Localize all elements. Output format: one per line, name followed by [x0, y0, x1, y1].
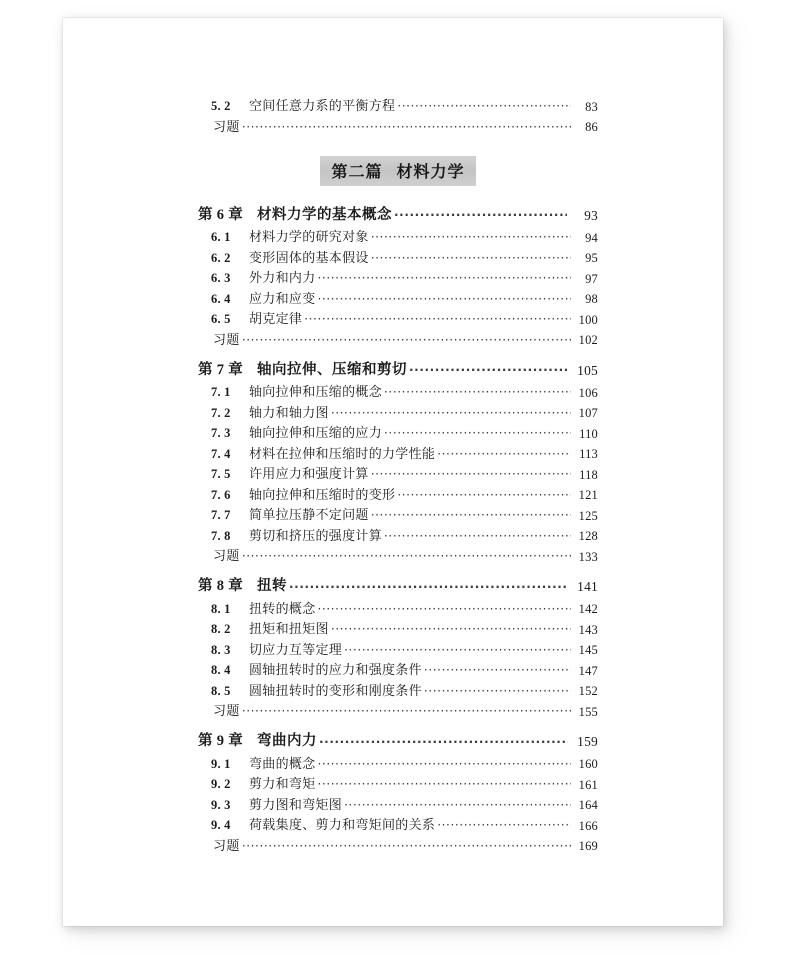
- part-title-banner: [198, 156, 598, 186]
- part-name: 材料力学: [396, 161, 465, 181]
- dot-leader: [384, 386, 571, 399]
- toc-continued-block: [198, 100, 598, 134]
- toc-section-title: 轴向拉伸和压缩时的变形: [249, 487, 396, 503]
- table-of-contents: [198, 100, 598, 860]
- dot-leader: [397, 489, 571, 502]
- toc-section-label: [211, 644, 342, 657]
- toc-page-number: 152: [578, 684, 598, 698]
- toc-chapter-label: [198, 734, 317, 749]
- dot-leader: [242, 334, 571, 347]
- toc-page-number: 143: [578, 622, 598, 637]
- toc-section-row[interactable]: [211, 530, 598, 543]
- toc-section-label: [211, 231, 369, 244]
- toc-chapter-label: [198, 208, 392, 223]
- toc-chapter-block: [198, 208, 598, 347]
- dot-leader: [394, 208, 567, 223]
- toc-section-label: [211, 427, 382, 440]
- toc-section-title: 剪力图和弯矩图: [249, 797, 343, 813]
- toc-section-number: 7. 5: [211, 467, 231, 481]
- toc-exercise-label: [213, 334, 240, 347]
- toc-chapter-title: 材料力学的基本概念: [257, 206, 392, 223]
- toc-section-row[interactable]: [211, 407, 598, 420]
- toc-section-row[interactable]: [211, 252, 598, 265]
- toc-section-row[interactable]: [211, 272, 598, 285]
- toc-section-number: 6. 2: [211, 250, 231, 265]
- toc-section-title: 许用应力和强度计算: [249, 467, 369, 482]
- toc-page-number: 128: [578, 529, 598, 543]
- toc-page-number: 94: [585, 230, 598, 245]
- toc-section-title: 材料在拉伸和压缩时的力学性能: [249, 446, 436, 462]
- toc-page-number: 118: [579, 467, 598, 482]
- dot-leader: [331, 407, 571, 420]
- toc-section-title: 轴向拉伸和压缩的概念: [249, 385, 383, 400]
- toc-page-number: 83: [585, 99, 598, 114]
- toc-section-number: 8. 5: [211, 683, 231, 698]
- toc-section-number: 5. 2: [211, 99, 231, 113]
- toc-section-label: [211, 252, 369, 265]
- chapter-list: [198, 208, 598, 853]
- toc-section-title: 圆轴扭转时的应力和强度条件: [249, 663, 422, 678]
- toc-section-label: [211, 623, 329, 636]
- toc-chapter-label: [198, 363, 407, 378]
- toc-section-row[interactable]: [211, 685, 598, 698]
- toc-section-number: 8. 1: [211, 601, 231, 616]
- toc-section-title: 扭转的概念: [249, 601, 316, 617]
- toc-exercise-row[interactable]: [213, 334, 598, 347]
- dot-leader: [318, 778, 571, 791]
- dot-leader: [437, 448, 571, 461]
- toc-exercise-label: [213, 840, 240, 853]
- toc-section-label: [211, 386, 382, 399]
- toc-section-number: 9. 4: [211, 818, 231, 832]
- toc-page-number: 105: [577, 362, 598, 378]
- toc-page-number: 147: [578, 663, 598, 678]
- dot-leader: [397, 100, 571, 113]
- toc-section-label: [211, 100, 395, 113]
- toc-section-label: [211, 758, 316, 771]
- toc-page-number: 159: [577, 734, 598, 749]
- dot-leader: [242, 121, 571, 134]
- toc-page-number: 133: [578, 549, 598, 564]
- dot-leader: [371, 252, 571, 265]
- toc-section-number: 7. 3: [211, 426, 231, 440]
- dot-leader: [424, 685, 571, 698]
- part-number: 第二篇: [331, 161, 383, 181]
- toc-section-title: 胡克定律: [249, 312, 303, 327]
- toc-section-title: 剪切和挤压的强度计算: [249, 528, 383, 544]
- toc-chapter-block: [198, 363, 598, 564]
- toc-section-row[interactable]: [211, 758, 598, 771]
- toc-section-number: 7. 8: [211, 528, 231, 543]
- toc-page-number: 121: [578, 488, 598, 502]
- toc-section-title: 空间任意力系的平衡方程: [249, 99, 396, 114]
- part-title: [320, 156, 475, 186]
- toc-chapter-title: 扭转: [257, 578, 287, 594]
- toc-exercise-row[interactable]: [213, 550, 598, 563]
- toc-section-title: 应力和应变: [249, 291, 316, 307]
- toc-section-number: 7. 2: [211, 405, 231, 420]
- dot-leader: [289, 579, 567, 594]
- toc-page-number: 113: [579, 447, 598, 461]
- toc-page-number: 100: [578, 312, 598, 327]
- toc-section-number: 7. 7: [211, 508, 231, 522]
- toc-section-label: [211, 799, 342, 812]
- toc-section-label: [211, 313, 302, 326]
- toc-section-row[interactable]: [211, 427, 598, 440]
- book-page-sheet: [63, 18, 723, 926]
- toc-section-title: 简单拉压静不定问题: [249, 508, 369, 523]
- dot-leader: [409, 363, 567, 378]
- toc-section-label: [211, 448, 435, 461]
- dot-leader: [319, 734, 567, 749]
- toc-section-title: 变形固体的基本假设: [249, 250, 369, 266]
- toc-section-label: [211, 407, 329, 420]
- toc-section-label: [211, 272, 316, 285]
- toc-section-label: [211, 664, 422, 677]
- toc-section-label: [211, 489, 395, 502]
- toc-section-number: 6. 3: [211, 271, 231, 285]
- toc-section-title: 轴向拉伸和压缩的应力: [249, 426, 383, 441]
- toc-page-number: 161: [578, 777, 598, 792]
- toc-page-number: 166: [578, 818, 598, 833]
- toc-chapter-label: [198, 579, 287, 594]
- dot-leader: [331, 623, 571, 636]
- toc-section-label: [211, 509, 369, 522]
- dot-leader: [424, 664, 571, 677]
- toc-section-title: 扭矩和扭矩图: [249, 622, 329, 637]
- toc-exercise-row[interactable]: [213, 840, 598, 853]
- toc-section-label: [211, 530, 382, 543]
- toc-section-row[interactable]: [211, 819, 598, 832]
- toc-section-number: 9. 3: [211, 797, 231, 812]
- toc-section-number: 8. 3: [211, 642, 231, 657]
- toc-section-label: [211, 685, 422, 698]
- dot-leader: [437, 819, 571, 832]
- toc-section-number: 7. 1: [211, 385, 231, 399]
- toc-page-number: 125: [578, 508, 598, 523]
- toc-section-row[interactable]: [211, 778, 598, 791]
- toc-section-number: 6. 5: [211, 312, 231, 326]
- toc-section-number: 6. 4: [211, 291, 231, 306]
- toc-chapter-number: 第 8 章: [198, 578, 243, 594]
- dot-leader: [384, 530, 571, 543]
- dot-leader: [318, 758, 571, 771]
- toc-page-number: 142: [578, 602, 598, 616]
- toc-section-title: 切应力互等定理: [249, 642, 343, 658]
- toc-section-title: 剪力和弯矩: [249, 777, 316, 792]
- toc-section-row[interactable]: [211, 386, 598, 399]
- toc-exercise-label: [213, 121, 240, 134]
- toc-exercise-row[interactable]: [213, 121, 598, 134]
- dot-leader: [371, 468, 571, 481]
- toc-section-row[interactable]: [211, 489, 598, 502]
- toc-section-row[interactable]: [211, 100, 598, 113]
- toc-section-number: 6. 1: [211, 230, 231, 244]
- toc-chapter-block: [198, 734, 598, 853]
- dot-leader: [242, 705, 571, 718]
- dot-leader: [384, 427, 571, 440]
- toc-section-number: 9. 2: [211, 777, 231, 791]
- toc-chapter-title: 轴向拉伸、压缩和剪切: [257, 361, 407, 378]
- toc-section-number: 9. 1: [211, 756, 231, 771]
- toc-page-number: 160: [578, 757, 598, 771]
- toc-section-number: 7. 4: [211, 446, 231, 461]
- dot-leader: [242, 840, 571, 853]
- dot-leader: [318, 293, 571, 306]
- toc-section-row[interactable]: [211, 468, 598, 481]
- toc-section-label: [211, 293, 316, 306]
- toc-exercise-title: 习题: [213, 119, 240, 135]
- toc-section-number: 7. 6: [211, 487, 231, 502]
- toc-chapter-number: 第 6 章: [198, 206, 243, 223]
- toc-section-number: 8. 2: [211, 622, 231, 636]
- toc-page-number: 102: [578, 333, 598, 347]
- toc-section-row[interactable]: [211, 313, 598, 326]
- toc-section-title: 荷载集度、剪力和弯矩间的关系: [249, 818, 436, 833]
- toc-section-title: 材料力学的研究对象: [249, 230, 369, 245]
- toc-page-number: 164: [578, 798, 598, 812]
- dot-leader: [371, 231, 571, 244]
- toc-page-number: 106: [578, 385, 598, 400]
- toc-section-title: 弯曲的概念: [249, 756, 316, 772]
- toc-section-label: [211, 778, 316, 791]
- toc-section-row[interactable]: [211, 623, 598, 636]
- dot-leader: [344, 644, 571, 657]
- toc-page-number: 141: [577, 579, 598, 594]
- dot-leader: [318, 272, 571, 285]
- toc-section-row[interactable]: [211, 231, 598, 244]
- toc-exercise-label: [213, 550, 240, 563]
- dot-leader: [344, 799, 571, 812]
- toc-chapter-title: 弯曲内力: [257, 733, 317, 749]
- dot-leader: [371, 509, 571, 522]
- toc-section-label: [211, 468, 369, 481]
- toc-section-label: [211, 819, 435, 832]
- toc-exercise-label: [213, 705, 240, 718]
- toc-section-title: 圆轴扭转时的变形和刚度条件: [249, 683, 422, 699]
- toc-page-number: 107: [578, 406, 598, 420]
- toc-section-row[interactable]: [211, 644, 598, 657]
- toc-section-title: 轴力和轴力图: [249, 405, 329, 421]
- toc-exercise-title: 习题: [213, 549, 240, 564]
- toc-section-row[interactable]: [211, 603, 598, 616]
- dot-leader: [318, 603, 571, 616]
- toc-chapter-row[interactable]: [198, 734, 598, 749]
- toc-section-number: 8. 4: [211, 663, 231, 677]
- toc-page-number: 110: [579, 426, 598, 441]
- toc-exercise-title: 习题: [213, 838, 240, 854]
- toc-page-number: 98: [585, 292, 598, 306]
- toc-chapter-row[interactable]: [198, 579, 598, 594]
- toc-chapter-row[interactable]: [198, 208, 598, 223]
- toc-page-number: 97: [585, 271, 598, 286]
- toc-exercise-title: 习题: [213, 704, 240, 719]
- toc-page-number: 86: [585, 120, 598, 134]
- toc-chapter-number: 第 7 章: [198, 361, 243, 378]
- toc-exercise-title: 习题: [213, 332, 240, 348]
- toc-section-title: 外力和内力: [249, 271, 316, 286]
- toc-section-row[interactable]: [211, 509, 598, 522]
- toc-section-row[interactable]: [211, 799, 598, 812]
- toc-section-label: [211, 603, 316, 616]
- dot-leader: [304, 313, 571, 326]
- toc-chapter-row[interactable]: [198, 363, 598, 378]
- toc-section-row[interactable]: [211, 448, 598, 461]
- toc-exercise-row[interactable]: [213, 705, 598, 718]
- toc-page-number: 145: [578, 643, 598, 657]
- toc-chapter-number: 第 9 章: [198, 733, 243, 749]
- toc-page-number: 155: [578, 704, 598, 719]
- dot-leader: [242, 550, 571, 563]
- toc-page-number: 169: [578, 839, 598, 853]
- toc-page-number: 95: [585, 251, 598, 265]
- toc-section-row[interactable]: [211, 293, 598, 306]
- toc-page-number: 93: [584, 207, 598, 223]
- toc-chapter-block: [198, 579, 598, 718]
- toc-section-row[interactable]: [211, 664, 598, 677]
